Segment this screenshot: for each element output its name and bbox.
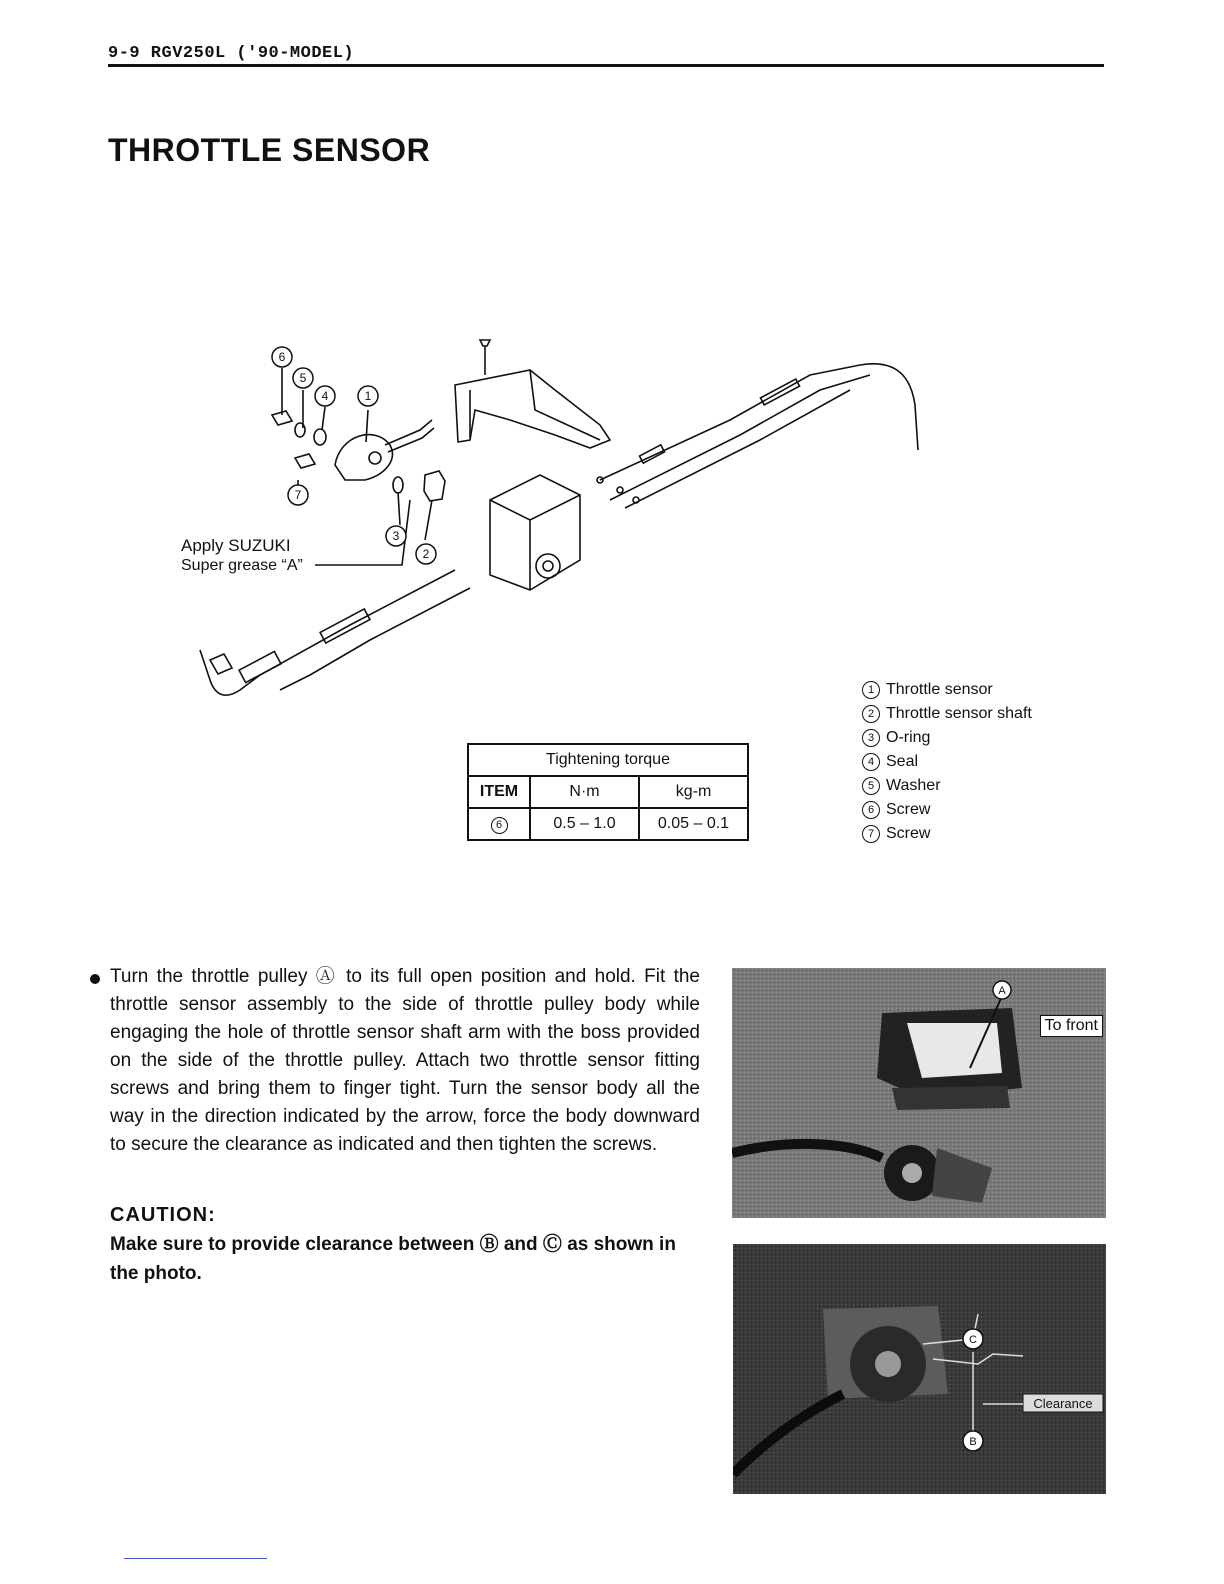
legend-label: Seal xyxy=(886,753,919,770)
callout-3-text: 3 xyxy=(392,529,400,543)
legend-num: 5 xyxy=(862,777,880,795)
col-item: ITEM xyxy=(468,776,530,808)
col-kgm: kg-m xyxy=(639,776,748,808)
caution-body: Make sure to provide clearance between Ⓑ and Ⓒ as shown in the photo. xyxy=(110,1234,676,1284)
throttle-cable-3 xyxy=(200,570,455,695)
callout-7-text: 7 xyxy=(294,488,302,502)
sensor-shaft xyxy=(424,471,445,501)
legend-item xyxy=(862,678,1032,702)
legend-item xyxy=(862,822,1032,846)
callout-2-text: 2 xyxy=(422,547,430,561)
legend-label: O-ring xyxy=(886,729,931,746)
legend-label: Throttle sensor xyxy=(886,681,993,698)
legend-num: 7 xyxy=(862,825,880,843)
instruction-text: Turn the throttle pulley Ⓐ to its full open position and hold. Fit the throttle sensor assembly to the side of throttle pulley body while engaging the hole of throttle sensor shaft arm with the boss provided on the side of the throttle pulley. Attach two throttle sensor fitting screws and bring them to finger tight. Turn the sensor body all the way in the direction indicated by the arrow, force the body downward to secure the clearance as indicated and then tighten the screws. xyxy=(110,966,700,1155)
parts-legend xyxy=(862,678,1032,846)
legend-label: Throttle sensor shaft xyxy=(886,705,1032,722)
row-item-num: 6 xyxy=(491,817,508,834)
section-title: THROTTLE SENSOR xyxy=(108,132,431,168)
legend-num: 3 xyxy=(862,729,880,747)
photo-throttle-pulley xyxy=(732,968,1106,1218)
legend-num: 6 xyxy=(862,801,880,819)
callout-1-text: 1 xyxy=(364,389,372,403)
legend-num: 1 xyxy=(862,681,880,699)
legend-item xyxy=(862,726,1032,750)
callout-5-text: 5 xyxy=(299,371,307,385)
throttle-cable-1 xyxy=(600,364,918,480)
clearance-label: Clearance xyxy=(1033,1396,1093,1411)
legend-item xyxy=(862,750,1032,774)
mounting-bracket xyxy=(455,370,610,448)
caution-title: CAUTION: xyxy=(110,1204,216,1226)
throttle-cable-2 xyxy=(610,375,870,500)
row-kgm: 0.05 – 0.1 xyxy=(639,808,748,840)
photo2-illustration xyxy=(733,1244,1106,1494)
callout-5 xyxy=(293,368,313,388)
row-item xyxy=(468,808,530,840)
legend-item xyxy=(862,798,1032,822)
legend-item xyxy=(862,774,1032,798)
col-nm: N·m xyxy=(530,776,639,808)
photo-clearance xyxy=(733,1244,1106,1494)
callout-4-text: 4 xyxy=(321,389,329,403)
legend-num: 2 xyxy=(862,705,880,723)
photo1-marker-text: A xyxy=(998,985,1006,997)
row-nm: 0.5 – 1.0 xyxy=(530,808,639,840)
throttle-body xyxy=(490,475,580,590)
exploded-diagram xyxy=(170,330,930,720)
legend-item xyxy=(862,702,1032,726)
legend-label: Washer xyxy=(886,777,941,794)
callout-3 xyxy=(386,526,406,546)
legend-label: Screw xyxy=(886,825,931,842)
callout-4 xyxy=(315,386,335,406)
to-front-label: To front xyxy=(1040,1015,1103,1037)
photo1-illustration xyxy=(732,968,1106,1218)
header-rule xyxy=(108,64,1104,67)
callout-1 xyxy=(358,386,378,406)
bracket-screw xyxy=(480,340,490,375)
callout-7 xyxy=(288,485,308,505)
bottom-rule xyxy=(124,1558,267,1559)
legend-num: 4 xyxy=(862,753,880,771)
torque-table-title: Tightening torque xyxy=(468,744,748,776)
legend-label: Screw xyxy=(886,801,931,818)
instruction-block xyxy=(90,963,700,1159)
throttle-cable-4 xyxy=(280,588,470,690)
photo2-marker-c-text: C xyxy=(969,1334,977,1346)
callout-2 xyxy=(416,544,436,564)
callout-6 xyxy=(272,347,292,367)
throttle-sensor xyxy=(335,435,392,480)
bullet-icon xyxy=(90,974,100,984)
photo2-marker-b-text: B xyxy=(969,1436,977,1448)
page-header: 9-9 RGV250L ('90-MODEL) xyxy=(108,44,355,63)
callout-6-text: 6 xyxy=(278,350,286,364)
grease-note-line1: Apply SUZUKI xyxy=(181,536,291,555)
grease-note-line2: Super grease “A” xyxy=(181,557,303,574)
torque-table xyxy=(467,743,749,841)
